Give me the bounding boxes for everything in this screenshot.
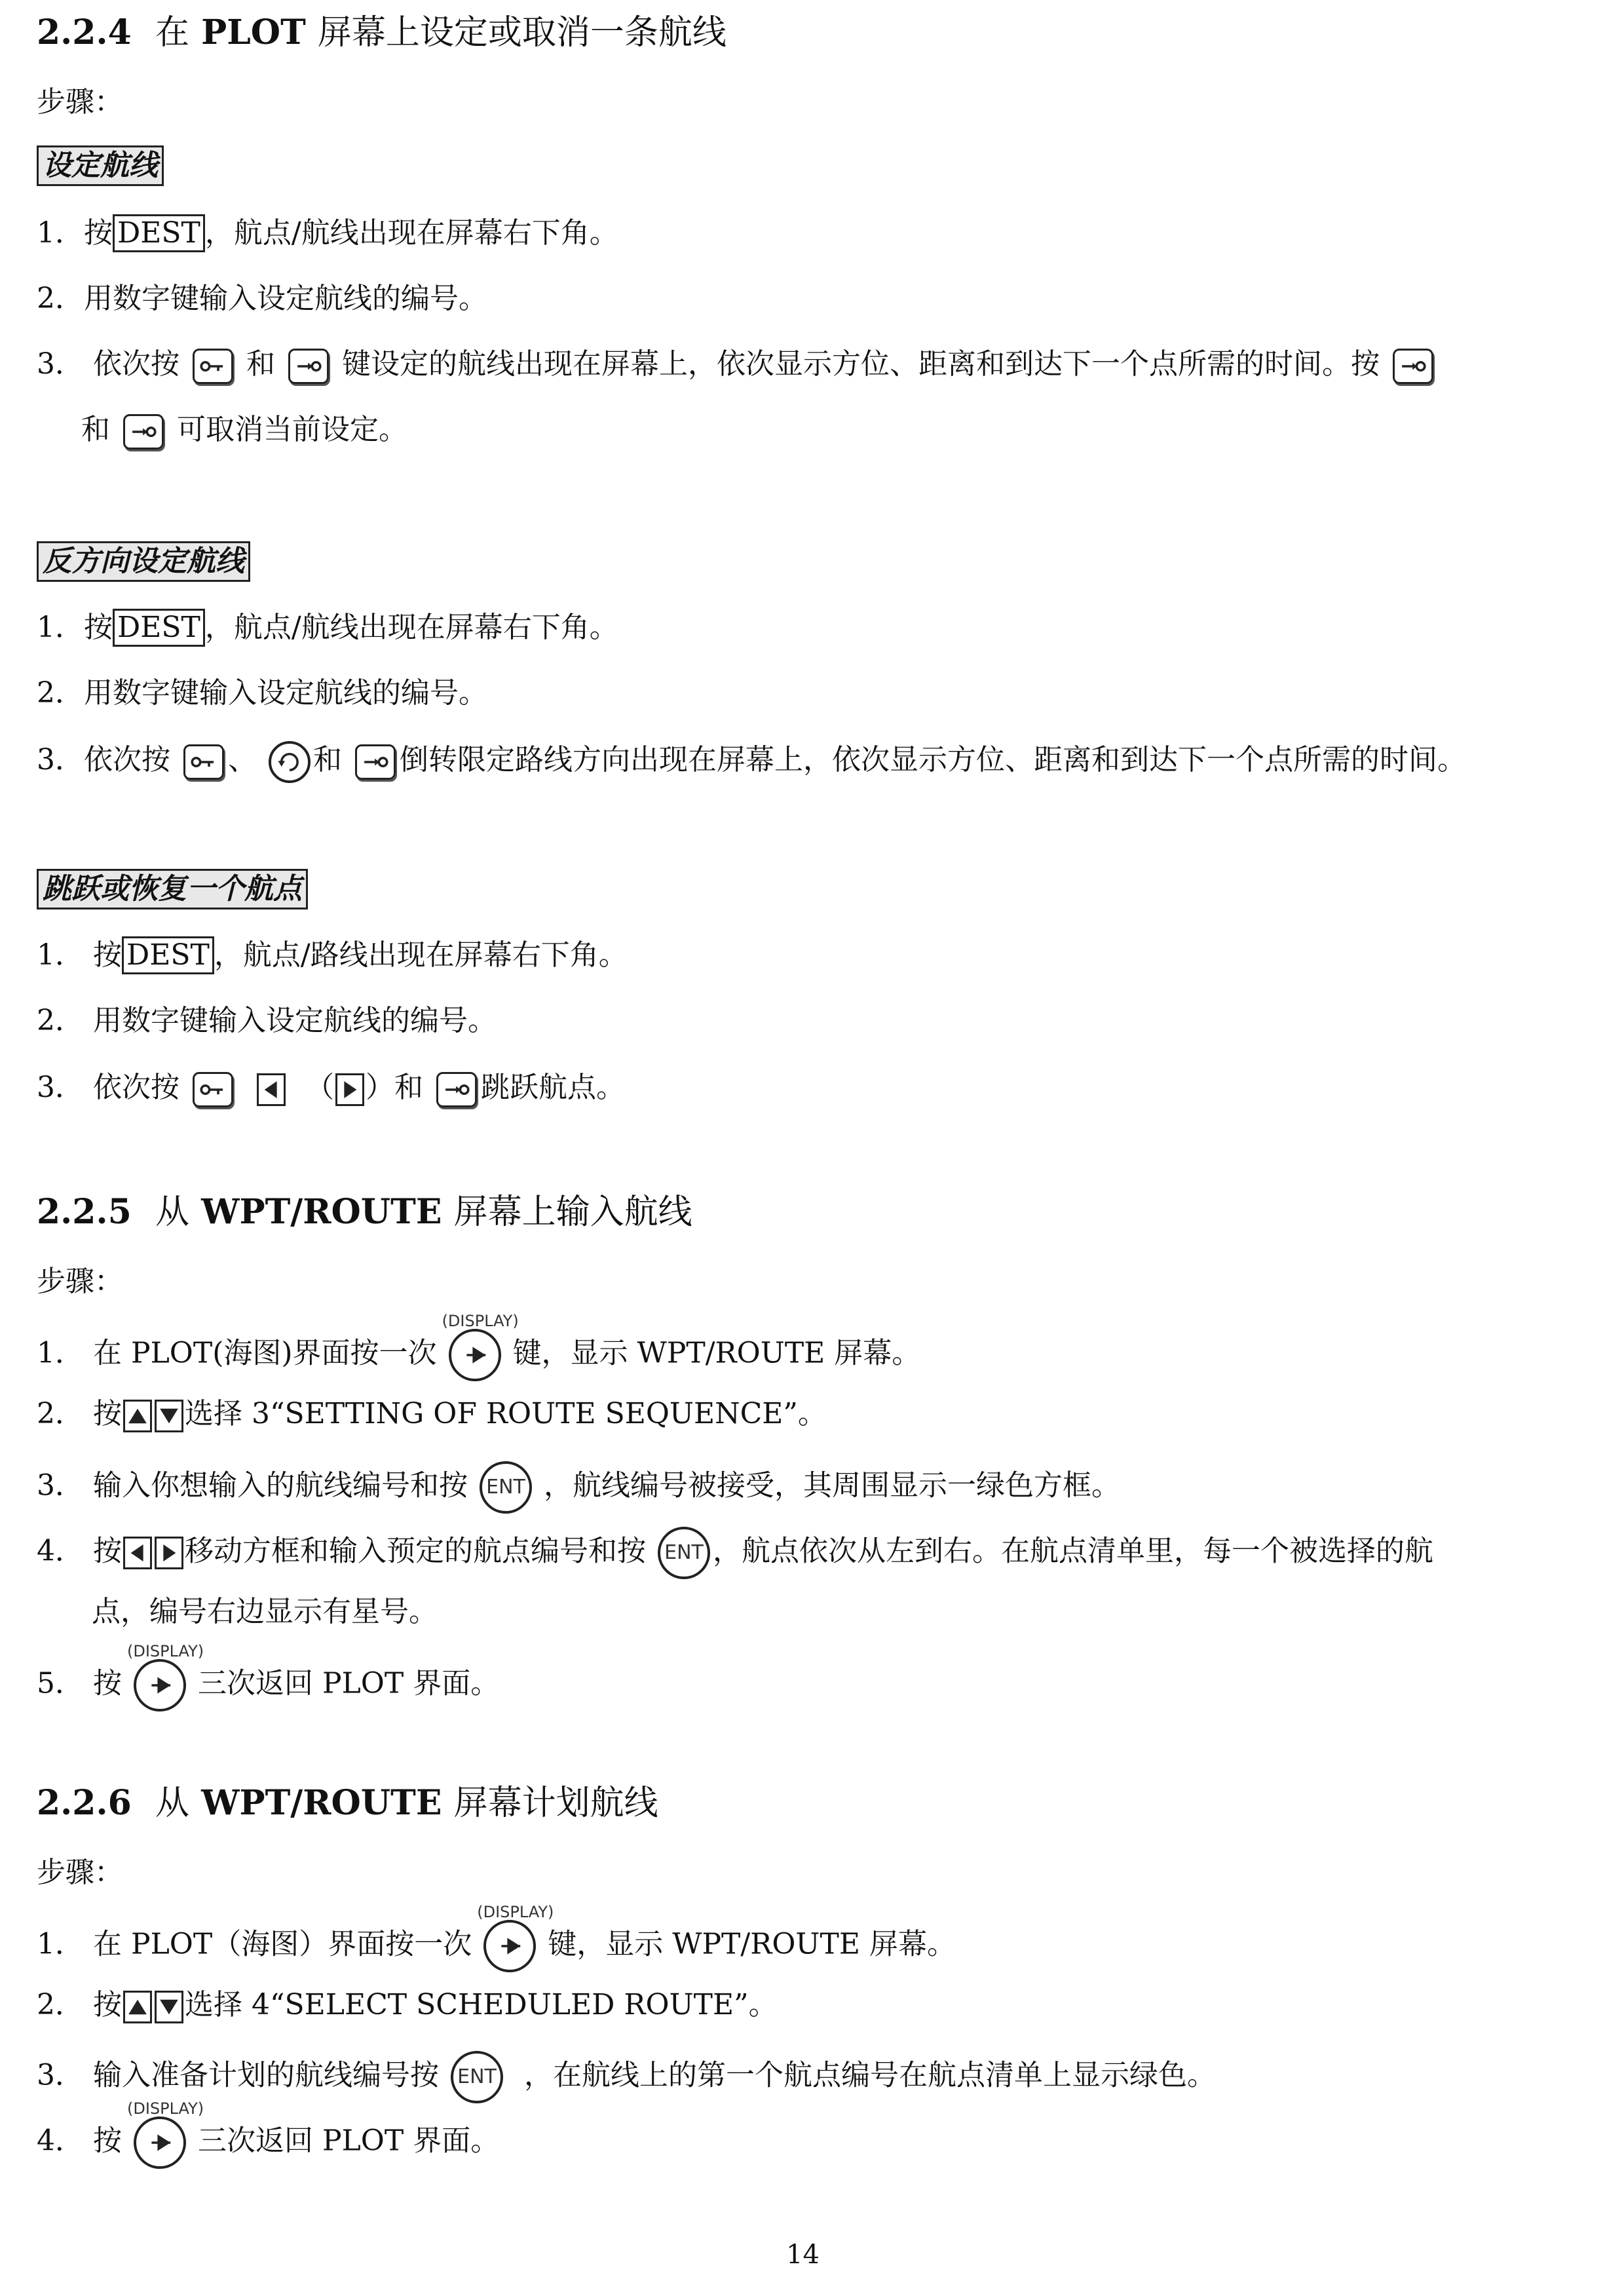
key-icon-left-circle [193, 349, 233, 384]
wpt-step-3: 3． 输入你想输入的航线编号和按 ENT ，航线编号被接受，其周围显示一绿色方框。 [37, 1461, 1120, 1514]
key-icon-right-circle [288, 349, 329, 384]
reverse-step-1: 1．按 DEST ，航点/航线出现在屏幕右下角。 [37, 608, 618, 647]
section-heading-2-2-5: 2.2.5 从 WPT/ROUTE 屏幕上输入航线 [37, 1192, 692, 1232]
plan-step-4: 4． 按 (DISPLAY) 三次返回 PLOT 界面。 [37, 2116, 499, 2169]
dest-key: DEST [122, 936, 214, 974]
display-play-icon [134, 2116, 186, 2169]
reverse-arrow-icon [269, 741, 311, 783]
section-heading-2-2-4: 2.2.4 在 PLOT 屏幕上设定或取消一条航线 [37, 12, 727, 52]
step-1: 1．按 DEST ，航点/航线出现在屏幕右下角。 [37, 214, 618, 253]
section-heading-2-2-6: 2.2.6 从 WPT/ROUTE 屏幕计划航线 [37, 1783, 658, 1823]
wpt-step-1: 1． 在 PLOT(海图)界面按一次 (DISPLAY) 键，显示 WPT/ROUTE 屏幕。 [37, 1329, 920, 1381]
plan-step-3: 3． 输入准备计划的航线编号按 ENT ，在航线上的第一个航点编号在航点清单上显示绿色。 [37, 2051, 1216, 2103]
step-2: 2．用数字键输入设定航线的编号。 [37, 282, 487, 315]
steps-label: 步骤： [37, 1856, 123, 1889]
subheading-reverse-route: 反方向设定航线 [37, 541, 250, 582]
page-number: 14 [786, 2240, 820, 2270]
display-play-icon [134, 1659, 186, 1712]
wpt-step-2: 2． 按 选择 3“SETTING OF ROUTE SEQUENCE”。 [37, 1394, 827, 1434]
down-triangle-icon [155, 1991, 183, 2023]
ent-button-icon: ENT [480, 1461, 532, 1514]
step-3: 3． 依次按 和 键设定的航线出现在屏幕上，依次显示方位、距离和到达下一个点所需的时间。按 [37, 345, 1437, 384]
reverse-step-3: 3．依次按 、 和 倒转限定路线方向出现在屏幕上，依次显示方位、距离和到达下一个点所需的时间。 [37, 740, 1466, 783]
wpt-step-5: 5． 按 (DISPLAY) 三次返回 PLOT 界面。 [37, 1659, 499, 1712]
up-triangle-icon [123, 1991, 152, 2023]
left-triangle-icon [123, 1537, 152, 1569]
plan-step-1: 1． 在 PLOT（海图）界面按一次 (DISPLAY) 键，显示 WPT/ROUTE 屏幕。 [37, 1920, 956, 1972]
dest-key: DEST [113, 609, 205, 647]
down-triangle-icon [155, 1400, 183, 1432]
subheading-skip-waypoint: 跳跃或恢复一个航点 [37, 869, 308, 909]
left-triangle-icon [257, 1073, 286, 1106]
wpt-step-4-cont: 点，编号右边显示有星号。 [92, 1595, 438, 1628]
key-icon-left-circle [183, 744, 224, 780]
display-label: (DISPLAY) [442, 1312, 519, 1330]
right-triangle-icon [335, 1073, 364, 1106]
key-icon-right-circle [355, 744, 396, 780]
display-play-icon [483, 1920, 536, 1972]
steps-label: 步骤： [37, 85, 123, 119]
plan-step-2: 2． 按 选择 4“SELECT SCHEDULED ROUTE”。 [37, 1985, 778, 2025]
key-icon-left-circle [193, 1072, 233, 1107]
display-label: (DISPLAY) [127, 1642, 204, 1660]
up-triangle-icon [123, 1400, 152, 1432]
key-icon-right-circle [1393, 349, 1433, 384]
display-play-icon [449, 1329, 501, 1381]
ent-button-icon: ENT [658, 1527, 710, 1579]
reverse-step-2: 2．用数字键输入设定航线的编号。 [37, 676, 487, 710]
skip-step-2: 2． 用数字键输入设定航线的编号。 [37, 1004, 497, 1037]
right-triangle-icon [155, 1537, 183, 1569]
display-label: (DISPLAY) [127, 2099, 204, 2118]
step-3-cont: 和 可取消当前设定。 [81, 410, 407, 450]
wpt-step-4: 4． 按 移动方框和输入预定的航点编号和按 ENT ，航点依次从左到右。在航点清单里，每一个被选择的航 [37, 1527, 1433, 1579]
dest-key: DEST [113, 214, 205, 252]
display-label: (DISPLAY) [477, 1903, 554, 1921]
key-icon-right-circle [436, 1072, 477, 1107]
skip-step-3: 3． 依次按 （ ）和 跳跃航点。 [37, 1068, 625, 1107]
steps-label: 步骤： [37, 1265, 123, 1298]
ent-button-icon: ENT [451, 2051, 503, 2103]
key-icon-right-circle [123, 414, 164, 450]
skip-step-1: 1． 按 DEST ，航点/路线出现在屏幕右下角。 [37, 936, 628, 975]
subheading-set-route: 设定航线 [37, 145, 164, 186]
